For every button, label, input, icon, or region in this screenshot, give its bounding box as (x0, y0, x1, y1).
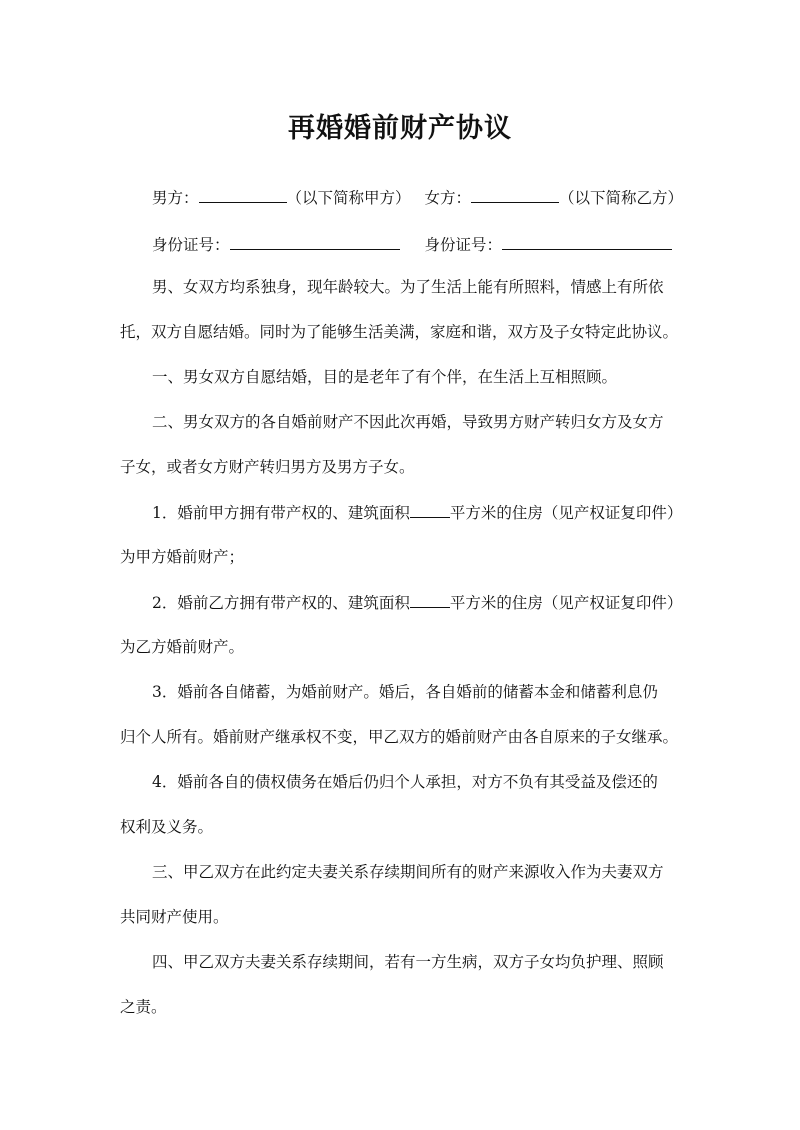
paragraph-line: 之责。 (120, 998, 167, 1016)
paragraph-line: 共同财产使用。 (120, 908, 229, 926)
paragraph-line: 为甲方婚前财产； (120, 548, 245, 566)
female-name-blank[interactable] (471, 186, 559, 203)
item-two-text-cont: 平方米的住房（见产权证复印件） (449, 594, 683, 612)
clause-one: 一、男女双方自愿结婚，目的是老年了有个伴，在生活上互相照顾。 (152, 368, 618, 386)
paragraph-line: 托，双方自愿结婚。同时为了能够生活美满，家庭和谐，双方及子女特定此协议。 (120, 323, 679, 341)
paragraph-line: 子女，或者女方财产转归男方及男方子女。 (120, 458, 415, 476)
item-one-text: 1．婚前甲方拥有带产权的、建筑面积 (152, 504, 410, 522)
clause-two: 二、男女双方的各自婚前财产不因此次再婚，导致男方财产转归女方及女方 (152, 413, 664, 431)
female-id-blank[interactable] (502, 233, 672, 250)
female-label: 女方： (424, 189, 472, 207)
area-blank-2[interactable] (410, 591, 450, 608)
item-one-line (152, 501, 692, 524)
item-three: 3．婚前各自储蓄，为婚前财产。婚后，各自婚前的储蓄本金和储蓄利息仍 (152, 683, 658, 701)
paragraph-line: 男、女双方均系独身，现年龄较大。为了生活上能有所照料，情感上有所依 (152, 278, 664, 296)
male-name-blank[interactable] (199, 186, 287, 203)
document-title: 再婚婚前财产协议 (288, 113, 512, 144)
item-two-text: 2．婚前乙方拥有带产权的、建筑面积 (152, 594, 410, 612)
clause-four: 四、甲乙双方夫妻关系存续期间，若有一方生病，双方子女均负护理、照顾 (152, 953, 664, 971)
paragraph-line: 为乙方婚前财产。 (120, 638, 245, 656)
clause-three: 三、甲乙双方在此约定夫妻关系存续期间所有的财产来源收入作为夫妻双方 (152, 863, 664, 881)
male-id-label: 身份证号： (152, 236, 230, 254)
item-two-line (152, 591, 692, 614)
area-blank-1[interactable] (410, 501, 450, 518)
item-one-text-cont: 平方米的住房（见产权证复印件） (449, 504, 683, 522)
male-label: 男方： (152, 189, 199, 207)
male-id-blank[interactable] (230, 233, 400, 250)
paragraph-line: 归个人所有。婚前财产继承权不变，甲乙双方的婚前财产由各自原来的子女继承。 (120, 728, 679, 746)
paragraph-line: 权利及义务。 (120, 818, 214, 836)
female-note: （以下简称乙方） (559, 189, 684, 207)
male-note: （以下简称甲方） (286, 189, 411, 207)
id-line (152, 233, 692, 256)
item-four: 4．婚前各自的债权债务在婚后仍归个人承担，对方不负有其受益及偿还的 (152, 773, 658, 791)
female-id-label: 身份证号： (424, 236, 503, 254)
party-line (152, 186, 692, 209)
